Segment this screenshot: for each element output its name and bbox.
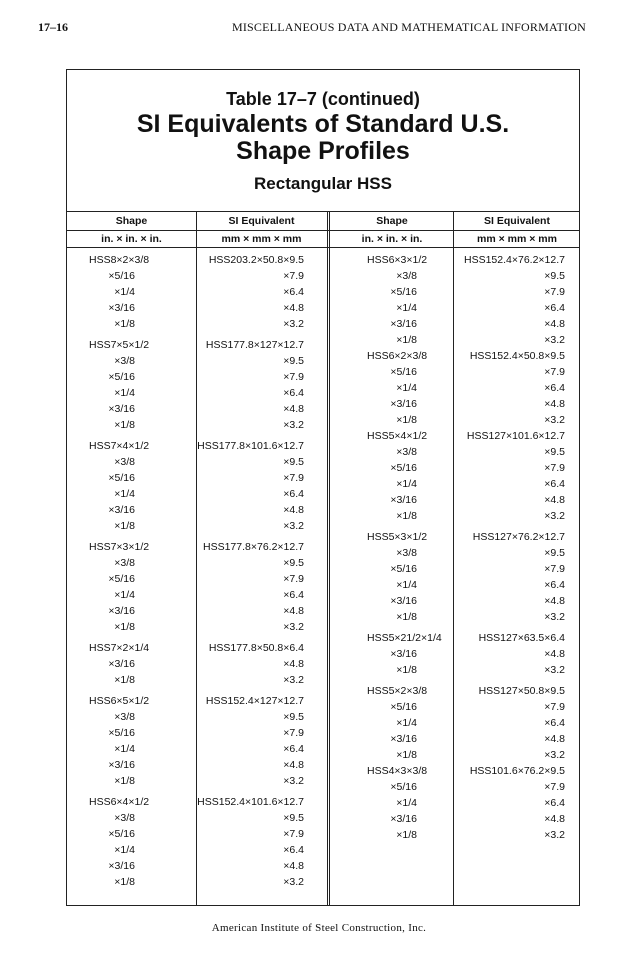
left-shape-cell: ×1/8 [114, 775, 135, 787]
right-si-cell: ×6.4 [544, 579, 565, 591]
right-shape-cell: HSS5×4×1/2 [367, 430, 428, 442]
running-title: MISCELLANEOUS DATA AND MATHEMATICAL INFORMATION [231, 20, 586, 34]
right-shape-cell: ×1/8 [396, 749, 417, 761]
right-shape-cell: HSS5×21/2×1/4 [367, 632, 442, 644]
right-si-cell: ×9.5 [544, 547, 565, 559]
left-si-cell: ×6.4 [283, 286, 304, 298]
left-shape-cell: ×3/16 [108, 860, 135, 872]
right-si-cell: HSS101.6×76.2×9.5 [469, 765, 565, 777]
right-shape-cell: ×3/16 [390, 813, 417, 825]
right-shape-cell: ×1/4 [396, 302, 417, 314]
left-shape-cell: HSS7×2×1/4 [89, 642, 150, 654]
right-si-cell: ×4.8 [544, 595, 565, 607]
right-shape-cell: HSS5×2×3/8 [367, 685, 428, 697]
right-shape-cell: ×5/16 [390, 563, 417, 575]
left-shape-cell: HSS7×4×1/2 [89, 440, 150, 452]
left-si-cell: ×7.9 [283, 472, 304, 484]
left-si-cell: ×7.9 [283, 727, 304, 739]
column-divider-center [327, 212, 330, 905]
left-si-cell: HSS177.8×50.8×6.4 [208, 642, 304, 654]
right-si-cell: ×6.4 [544, 302, 565, 314]
right-shape-cell: ×1/8 [396, 829, 417, 841]
right-shape-cell: ×1/8 [396, 414, 417, 426]
left-si-cell: ×9.5 [283, 812, 304, 824]
right-shape-cell: HSS4×3×3/8 [367, 765, 428, 777]
left-shape-cell: ×3/16 [108, 605, 135, 617]
table-caption: Table 17–7 (continued) [226, 89, 420, 109]
left-si-cell: ×4.8 [283, 658, 304, 670]
left-si-cell: ×9.5 [283, 456, 304, 468]
table-subtitle: Rectangular HSS [254, 174, 392, 193]
left-shape-cell: ×1/8 [114, 318, 135, 330]
right-si-cell: ×9.5 [544, 446, 565, 458]
right-si-cell: ×3.2 [544, 611, 565, 623]
units-shape-left: in. × in. × in. [101, 233, 162, 245]
right-si-cell: ×6.4 [544, 382, 565, 394]
left-shape-cell: ×3/16 [108, 759, 135, 771]
left-si-cell: ×4.8 [283, 860, 304, 872]
left-shape-cell: ×1/8 [114, 621, 135, 633]
right-shape-cell: ×1/8 [396, 664, 417, 676]
right-shape-cell: ×1/4 [396, 579, 417, 591]
header-si-left: SI Equivalent [228, 215, 295, 227]
left-shape-cell: ×3/16 [108, 504, 135, 516]
header-shape-right: Shape [376, 215, 408, 227]
right-si-cell: ×3.2 [544, 829, 565, 841]
right-si-cell: ×6.4 [544, 478, 565, 490]
left-shape-cell: HSS7×3×1/2 [89, 541, 150, 553]
left-shape-cell: ×1/4 [114, 743, 135, 755]
header-shape-left: Shape [115, 215, 148, 227]
left-si-cell: ×3.2 [283, 674, 304, 686]
left-shape-cell: ×1/4 [114, 589, 135, 601]
left-shape-cell: ×5/16 [108, 270, 135, 282]
left-si-cell: ×3.2 [283, 876, 304, 888]
table-title-line2: Shape Profiles [236, 137, 410, 165]
left-shape-cell: ×3/16 [108, 302, 135, 314]
left-si-cell: ×3.2 [283, 318, 304, 330]
left-shape-cell: ×1/8 [114, 674, 135, 686]
left-si-cell: ×7.9 [283, 573, 304, 585]
left-shape-cell: ×3/16 [108, 658, 135, 670]
left-shape-cell: HSS6×4×1/2 [89, 796, 150, 808]
right-si-cell: ×4.8 [544, 733, 565, 745]
right-shape-cell: ×3/16 [390, 733, 417, 745]
right-shape-cell: ×3/8 [396, 547, 417, 559]
right-shape-cell: ×1/8 [396, 611, 417, 623]
units-shape-right: in. × in. × in. [361, 233, 423, 245]
right-si-cell: ×3.2 [544, 414, 565, 426]
table-title-line1: SI Equivalents of Standard U.S. [136, 110, 510, 138]
right-shape-cell: ×3/16 [390, 494, 417, 506]
right-shape-cell: HSS6×3×1/2 [367, 254, 428, 266]
column-divider-3 [453, 212, 454, 905]
right-si-cell: ×3.2 [544, 664, 565, 676]
right-shape-cell: ×1/8 [396, 334, 417, 346]
right-si-cell: HSS127×63.5×6.4 [478, 632, 565, 644]
left-si-cell: ×6.4 [283, 488, 304, 500]
left-si-cell: HSS152.4×101.6×12.7 [197, 796, 304, 808]
right-si-cell: ×7.9 [544, 366, 565, 378]
right-shape-cell: ×3/8 [396, 270, 417, 282]
left-si-cell: ×3.2 [283, 419, 304, 431]
header-top-rule [67, 211, 579, 212]
left-shape-cell: ×5/16 [108, 727, 135, 739]
left-shape-cell: HSS7×5×1/2 [89, 339, 150, 351]
right-shape-cell: ×1/4 [396, 717, 417, 729]
units-si-left: mm × mm × mm [221, 233, 302, 245]
left-shape-cell: ×3/8 [114, 557, 135, 569]
right-shape-cell: HSS5×3×1/2 [367, 531, 428, 543]
units-si-right: mm × mm × mm [477, 233, 557, 245]
right-shape-cell: ×1/4 [396, 382, 417, 394]
right-si-cell: ×7.9 [544, 701, 565, 713]
left-si-cell: ×4.8 [283, 403, 304, 415]
right-shape-cell: ×3/16 [390, 318, 417, 330]
left-shape-cell: ×3/8 [114, 456, 135, 468]
left-si-cell: ×7.9 [283, 371, 304, 383]
left-si-cell: HSS203.2×50.8×9.5 [208, 254, 304, 266]
left-si-cell: ×9.5 [283, 711, 304, 723]
right-si-cell: ×7.9 [544, 563, 565, 575]
right-si-cell: ×4.8 [544, 318, 565, 330]
running-head [38, 20, 586, 38]
header-si-right: SI Equivalent [484, 215, 550, 227]
left-shape-cell: ×1/4 [114, 286, 135, 298]
left-shape-cell: ×1/4 [114, 844, 135, 856]
left-shape-cell: ×1/4 [114, 488, 135, 500]
left-shape-cell: ×1/4 [114, 387, 135, 399]
header-mid-rule [67, 230, 579, 231]
right-si-cell: HSS127×101.6×12.7 [466, 430, 565, 442]
left-si-cell: ×7.9 [283, 270, 304, 282]
left-shape-cell: HSS6×5×1/2 [89, 695, 150, 707]
left-si-cell: ×6.4 [283, 387, 304, 399]
right-shape-cell: ×5/16 [390, 781, 417, 793]
right-si-cell: ×9.5 [544, 270, 565, 282]
right-si-cell: HSS152.4×76.2×12.7 [463, 254, 565, 266]
right-shape-cell: ×1/4 [396, 797, 417, 809]
left-shape-cell: ×5/16 [108, 573, 135, 585]
right-si-cell: ×4.8 [544, 494, 565, 506]
left-si-cell: ×9.5 [283, 557, 304, 569]
right-shape-cell: ×1/8 [396, 510, 417, 522]
left-shape-cell: ×3/8 [114, 355, 135, 367]
right-shape-cell: ×3/16 [390, 648, 417, 660]
right-si-cell: ×3.2 [544, 510, 565, 522]
right-si-cell: HSS127×76.2×12.7 [472, 531, 565, 543]
left-shape-cell: ×5/16 [108, 472, 135, 484]
right-shape-cell: ×5/16 [390, 366, 417, 378]
left-shape-cell: ×5/16 [108, 828, 135, 840]
left-shape-cell: ×3/8 [114, 711, 135, 723]
right-shape-cell: ×3/8 [396, 446, 417, 458]
right-shape-cell: ×3/16 [390, 595, 417, 607]
left-si-cell: ×4.8 [283, 504, 304, 516]
right-si-cell: HSS152.4×50.8×9.5 [469, 350, 565, 362]
table-titles [67, 88, 579, 195]
left-si-cell: ×9.5 [283, 355, 304, 367]
left-si-cell: ×4.8 [283, 302, 304, 314]
left-shape-cell: ×5/16 [108, 371, 135, 383]
right-shape-cell: ×5/16 [390, 462, 417, 474]
left-si-cell: HSS152.4×127×12.7 [205, 695, 304, 707]
left-si-cell: ×6.4 [283, 743, 304, 755]
left-shape-cell: ×1/8 [114, 876, 135, 888]
table-frame [66, 69, 580, 906]
left-shape-cell: HSS8×2×3/8 [89, 254, 150, 266]
right-si-cell: ×3.2 [544, 334, 565, 346]
left-shape-cell: ×1/8 [114, 520, 135, 532]
left-shape-cell: ×3/16 [108, 403, 135, 415]
left-si-cell: ×3.2 [283, 520, 304, 532]
right-shape-cell: ×1/4 [396, 478, 417, 490]
right-si-cell: ×7.9 [544, 781, 565, 793]
right-si-cell: ×4.8 [544, 813, 565, 825]
right-si-cell: ×3.2 [544, 749, 565, 761]
right-si-cell: ×7.9 [544, 286, 565, 298]
page-footer: American Institute of Steel Construction, Inc. [211, 922, 427, 934]
left-si-cell: HSS177.8×76.2×12.7 [202, 541, 304, 553]
right-shape-cell: ×5/16 [390, 286, 417, 298]
right-si-cell: ×4.8 [544, 398, 565, 410]
left-si-cell: ×7.9 [283, 828, 304, 840]
left-si-cell: ×3.2 [283, 621, 304, 633]
left-si-cell: ×4.8 [283, 759, 304, 771]
right-si-cell: ×6.4 [544, 717, 565, 729]
right-si-cell: ×6.4 [544, 797, 565, 809]
left-si-cell: HSS177.8×101.6×12.7 [197, 440, 304, 452]
left-si-cell: ×6.4 [283, 589, 304, 601]
right-si-cell: ×7.9 [544, 462, 565, 474]
right-shape-cell: ×3/16 [390, 398, 417, 410]
header-bottom-rule [67, 247, 579, 248]
left-si-cell: ×3.2 [283, 775, 304, 787]
right-si-cell: HSS127×50.8×9.5 [478, 685, 565, 697]
left-si-cell: ×6.4 [283, 844, 304, 856]
left-si-cell: ×4.8 [283, 605, 304, 617]
right-shape-cell: HSS6×2×3/8 [367, 350, 428, 362]
right-si-cell: ×4.8 [544, 648, 565, 660]
right-shape-cell: ×5/16 [390, 701, 417, 713]
left-shape-cell: ×3/8 [114, 812, 135, 824]
left-shape-cell: ×1/8 [114, 419, 135, 431]
page-number: 17–16 [38, 20, 68, 34]
left-si-cell: HSS177.8×127×12.7 [205, 339, 304, 351]
